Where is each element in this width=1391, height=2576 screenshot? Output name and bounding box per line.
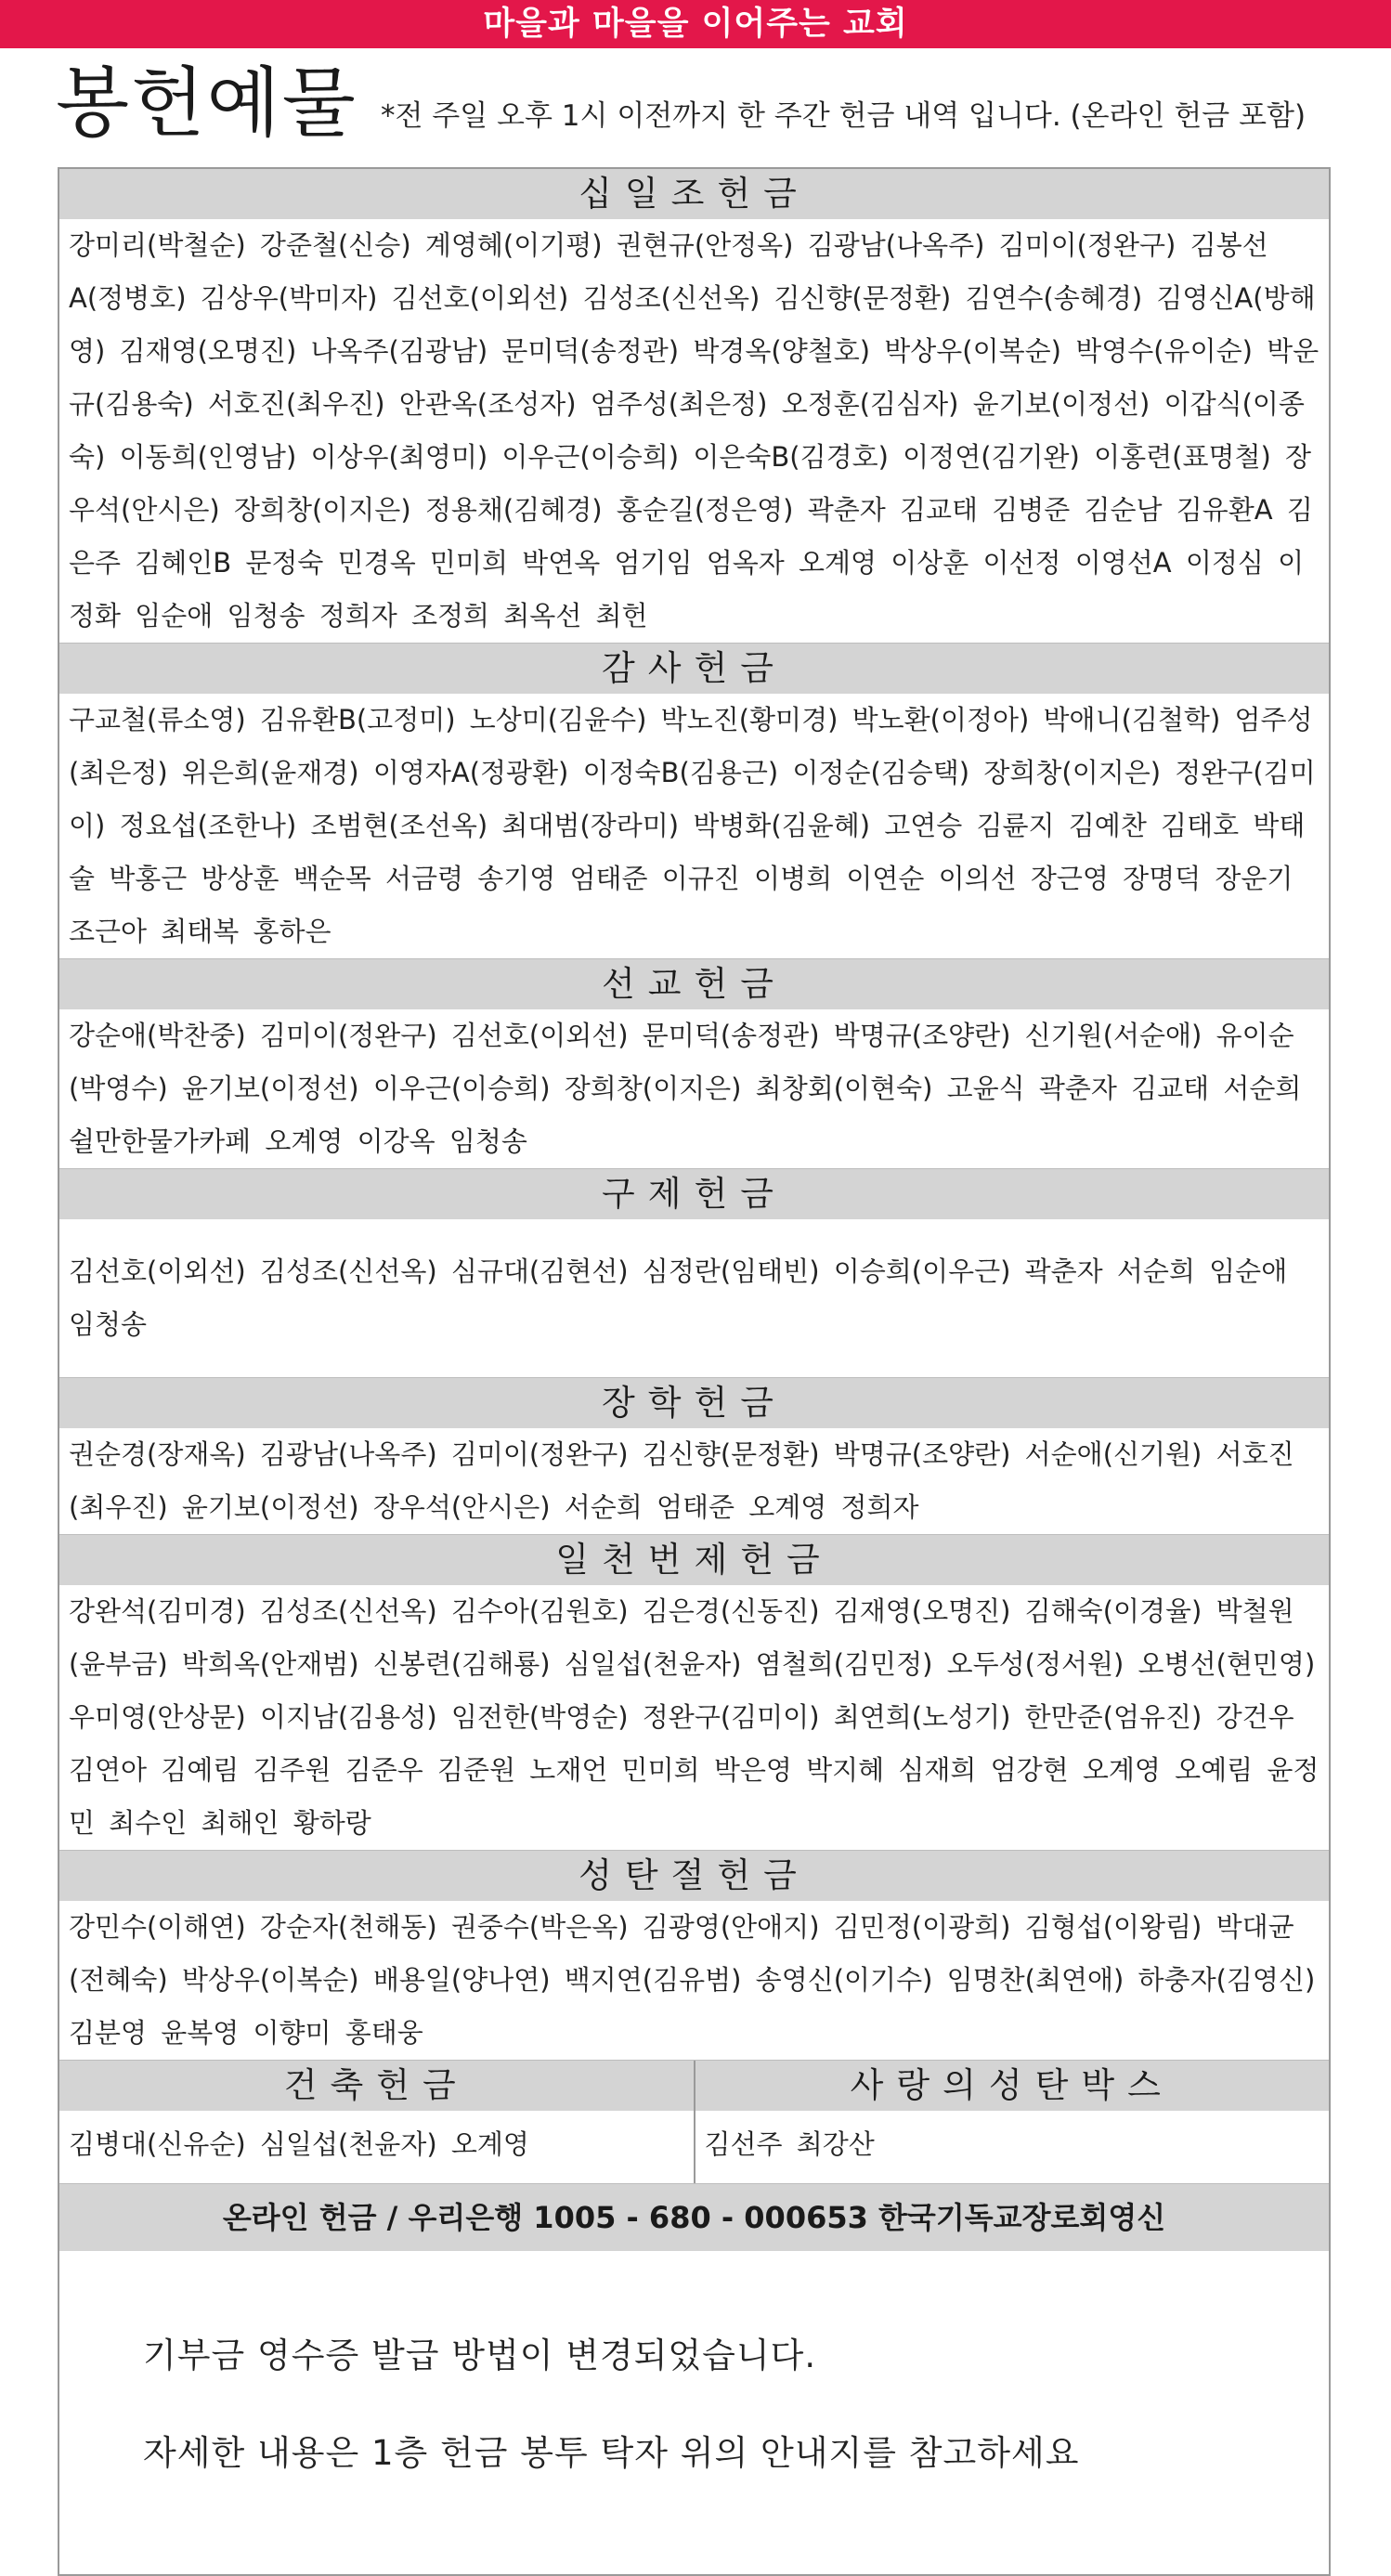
online-offering-account: 온라인 헌금 / 우리은행 1005 - 680 - 000653 한국기독교장로회영신 xyxy=(59,2184,1329,2251)
building-name-list: 김병대(신유순) 심일섭(천윤자) 오계영 xyxy=(69,2128,529,2160)
christmas-name-list: 강민수(이해연) 강순자(천해동) 권중수(박은옥) 김광영(안애지) 김민정(이광희) 김형섭(이왕림) 박대균(전혜숙) 박상우(이복순) 배용일(양나연) 백지연(김유범) 송영신(이기수) 임명찬(최연애) 하충자(김영신) 김분영 윤복영 이향미 홍태웅 xyxy=(69,1911,1316,2049)
christmas-box-names xyxy=(696,2111,1330,2183)
notice-line-2: 자세한 내용은 1층 헌금 봉투 탁자 위의 안내지를 참고하세요 xyxy=(143,2433,1080,2473)
thousand-heading: 일천번제헌금 xyxy=(59,1535,1329,1585)
christmas-box-name-list: 김선주 최강산 xyxy=(704,2128,875,2160)
relief-names xyxy=(59,1219,1329,1378)
thanks-name-list: 구교철(류소영) 김유환B(고정미) 노상미(김윤수) 박노진(황미경) 박노환(이정아) 박애니(김철학) 엄주성(최은정) 위은희(윤재경) 이영자A(정광환) 이정숙B(김용근) 이정순(김승택) 장희창(이지은) 정완구(김미이) 정요섭(조한나) 조범현(조선옥) 최대범(장라미) 박병화(김윤혜) 고연승 김륜지 김예찬 김태호 박태술 박홍근 방상훈 백순목 서금령 송기영 엄태준 이규진 이병희 이연순 이의선 장근영 장명덕 장운기 조근아 최태복 홍하은 xyxy=(69,704,1316,947)
scholarship-names xyxy=(59,1428,1329,1535)
thousand-names xyxy=(59,1585,1329,1851)
scholarship-heading: 장학헌금 xyxy=(59,1378,1329,1428)
page-title: 봉헌예물 xyxy=(56,59,358,148)
thanks-heading: 감사헌금 xyxy=(59,644,1329,694)
christmas-box-column xyxy=(694,2061,1330,2183)
notice-line-1: 기부금 영수증 발급 방법이 변경되었습니다. xyxy=(143,2335,817,2375)
tithe-name-list: 강미리(박철순) 강준철(신승) 계영혜(이기평) 권현규(안정옥) 김광남(나옥주) 김미이(정완구) 김봉선A(정병호) 김상우(박미자) 김선호(이외선) 김성조(신선옥) 김신향(문정환) 김연수(송혜경) 김영신A(방해영) 김재영(오명진) 나옥주(김광남) 문미덕(송정관) 박경옥(양철호) 박상우(이복순) 박영수(유이순) 박운규(김용숙) 서호진(최우진) 안관옥(조성자) 엄주성(최은정) 오정훈(김심자) 윤기보(이정선) 이갑식(이종숙) 이동희(인영남) 이상우(최영미) 이우근(이승희) 이은숙B(김경호) 이정연(김기완) 이홍련(표명철) 장우석(안시은) 장희창(이지은) 정용채(김혜경) 홍순길(정은영) 곽춘자 김교태 김병준 김순남 김유환A 김은주 김혜인B 문정숙 민경옥 민미희 박연옥 엄기임 엄옥자 오계영 이상훈 이선정 이영선A 이정심 이정화 임순애 임청송 정희자 조정희 최옥선 최헌 xyxy=(69,229,1320,631)
christmas-heading: 성탄절헌금 xyxy=(59,1851,1329,1901)
relief-heading: 구제헌금 xyxy=(59,1169,1329,1219)
period-note: *전 주일 오후 1시 이전까지 한 주간 헌금 내역 입니다. (온라인 헌금 포함) xyxy=(381,99,1306,133)
scholarship-name-list: 권순경(장재옥) 김광남(나옥주) 김미이(정완구) 김신향(문정환) 박명규(조양란) 서순애(신기원) 서호진(최우진) 윤기보(이정선) 장우석(안시은) 서순희 엄태준 오계영 정희자 xyxy=(69,1438,1294,1523)
christmas-box-heading: 사랑의성탄박스 xyxy=(696,2061,1330,2111)
thousand-name-list: 강완석(김미경) 김성조(신선옥) 김수아(김원호) 김은경(신동진) 김재영(오명진) 김해숙(이경율) 박철원(윤부금) 박희옥(안재범) 신봉련(김해룡) 심일섭(천윤자) 염철희(김민정) 오두성(정서원) 오병선(현민영) 우미영(안상문) 이지남(김용성) 임전한(박영순) 정완구(김미이) 최연희(노성기) 한만준(엄유진) 강건우 김연아 김예림 김주원 김준우 김준원 노재언 민미희 박은영 박지혜 심재희 엄강현 오계영 오예림 윤정민 최수인 최해인 황하랑 xyxy=(69,1595,1320,1839)
relief-name-list: 김선호(이외선) 김성조(신선옥) 심규대(김현선) 심정란(임태빈) 이승희(이우근) 곽춘자 서순희 임순애 임청송 xyxy=(69,1255,1288,1340)
offering-board xyxy=(58,167,1331,2576)
receipt-notice xyxy=(59,2251,1329,2574)
split-row xyxy=(59,2061,1329,2184)
christmas-names xyxy=(59,1901,1329,2061)
building-heading: 건축헌금 xyxy=(59,2061,694,2111)
tithe-names xyxy=(59,219,1329,644)
church-slogan-banner: 마을과 마을을 이어주는 교회 xyxy=(0,0,1391,48)
mission-heading: 선교헌금 xyxy=(59,959,1329,1009)
building-names xyxy=(59,2111,694,2183)
mission-name-list: 강순애(박찬중) 김미이(정완구) 김선호(이외선) 문미덕(송정관) 박명규(조양란) 신기원(서순애) 유이순(박영수) 윤기보(이정선) 이우근(이승희) 장희창(이지은) 최창회(이현숙) 고윤식 곽춘자 김교태 서순희 쉴만한물가카페 오계영 이강옥 임청송 xyxy=(69,1020,1302,1157)
mission-names xyxy=(59,1009,1329,1169)
thanks-names xyxy=(59,694,1329,959)
tithe-heading: 십일조헌금 xyxy=(59,169,1329,219)
building-column xyxy=(59,2061,694,2183)
